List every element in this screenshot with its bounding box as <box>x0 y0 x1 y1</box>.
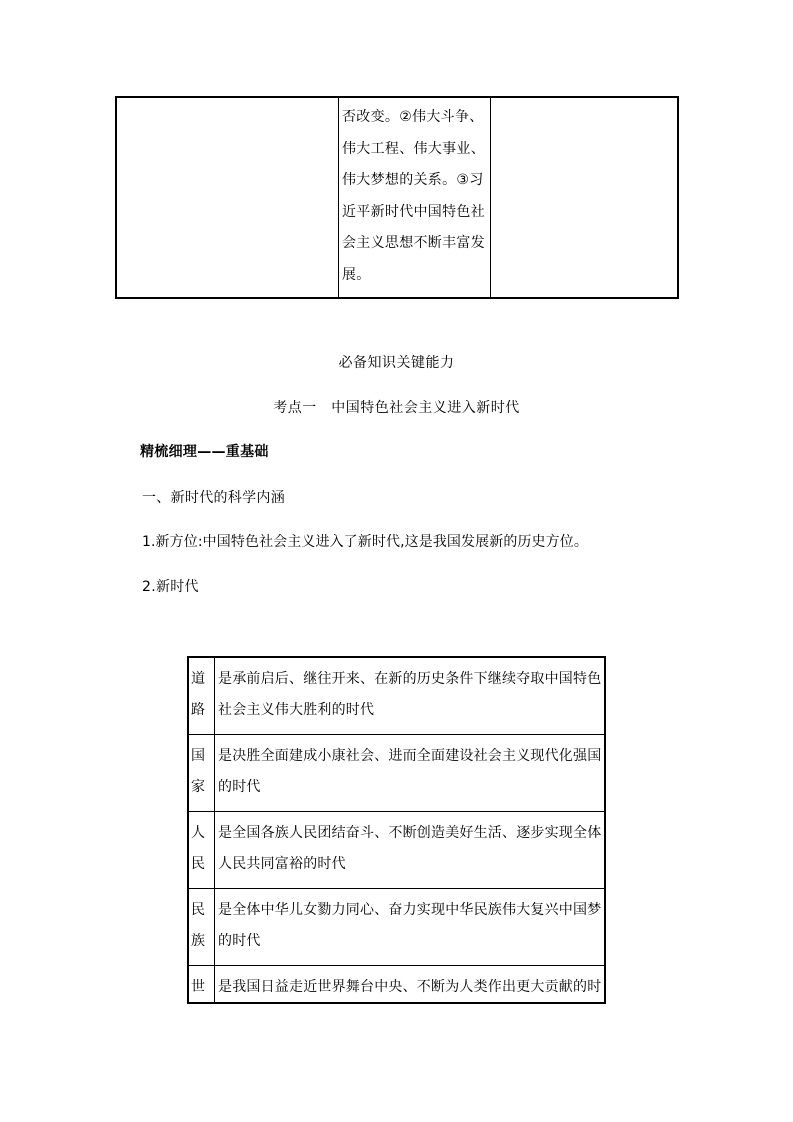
row-key-cell <box>189 735 215 811</box>
key-char: 世 <box>191 979 205 995</box>
row-value-cell <box>215 658 604 734</box>
value-line: 是承前启后、继往开来、在新的历史条件下继续夺取中国特色 <box>218 671 602 687</box>
value-line: 社会主义伟大胜利的时代 <box>218 702 375 718</box>
paragraph-point-2: 2.新时代 <box>142 579 199 595</box>
key-char: 国 <box>191 748 205 764</box>
cell-text-line: 伟大梦想的关系。③习 <box>342 172 484 188</box>
row-value-cell <box>215 966 604 1004</box>
key-char: 路 <box>191 702 205 718</box>
row-value-cell <box>215 889 604 965</box>
topic-heading: 考点一 中国特色社会主义进入新时代 <box>273 400 520 416</box>
row-value-cell <box>215 735 604 811</box>
key-char: 民 <box>191 902 205 918</box>
row-value-cell <box>215 812 604 888</box>
table-cell-left <box>117 98 339 297</box>
key-char: 人 <box>191 825 205 841</box>
table-row <box>189 735 604 812</box>
subheading: 精梳细理——重基础 <box>140 444 269 460</box>
new-era-table <box>187 656 606 1004</box>
value-line: 是我国日益走近世界舞台中央、不断为人类作出更大贡献的时 <box>218 979 602 995</box>
key-char: 民 <box>191 856 205 872</box>
cell-text-line: 近平新时代中国特色社 <box>342 203 485 220</box>
cell-text-line: 展。 <box>342 266 371 283</box>
row-key-cell <box>189 889 215 965</box>
row-key-cell <box>189 966 215 1004</box>
table-row <box>189 889 604 966</box>
value-line: 的时代 <box>218 933 261 949</box>
key-char: 家 <box>191 779 205 795</box>
row-key-cell <box>189 658 215 734</box>
table-cell-middle <box>339 98 491 297</box>
table-row <box>189 966 604 1004</box>
table-row <box>189 812 604 889</box>
continuation-table <box>115 96 679 299</box>
cell-text-line: 否改变。②伟大斗争、 <box>342 109 484 125</box>
paragraph-point-1: 1.新方位:中国特色社会主义进入了新时代,这是我国发展新的历史方位。 <box>142 534 588 550</box>
value-line: 是全国各族人民团结奋斗、不断创造美好生活、逐步实现全体 <box>218 825 602 841</box>
value-line: 的时代 <box>218 779 261 795</box>
key-char: 族 <box>191 933 205 949</box>
cell-text-line: 会主义思想不断丰富发 <box>342 235 485 251</box>
value-line: 是全体中华儿女勠力同心、奋力实现中华民族伟大复兴中国梦 <box>218 902 602 918</box>
value-line: 是决胜全面建成小康社会、进而全面建设社会主义现代化强国 <box>218 748 602 764</box>
value-line: 人民共同富裕的时代 <box>218 856 346 872</box>
section-title: 一、新时代的科学内涵 <box>142 490 285 506</box>
table-cell-right <box>491 98 677 297</box>
row-key-cell <box>189 812 215 888</box>
key-char: 道 <box>191 671 205 687</box>
section-heading: 必备知识关键能力 <box>338 355 455 371</box>
cell-text-line: 伟大工程、伟大事业、 <box>342 140 485 157</box>
table-row <box>189 658 604 735</box>
